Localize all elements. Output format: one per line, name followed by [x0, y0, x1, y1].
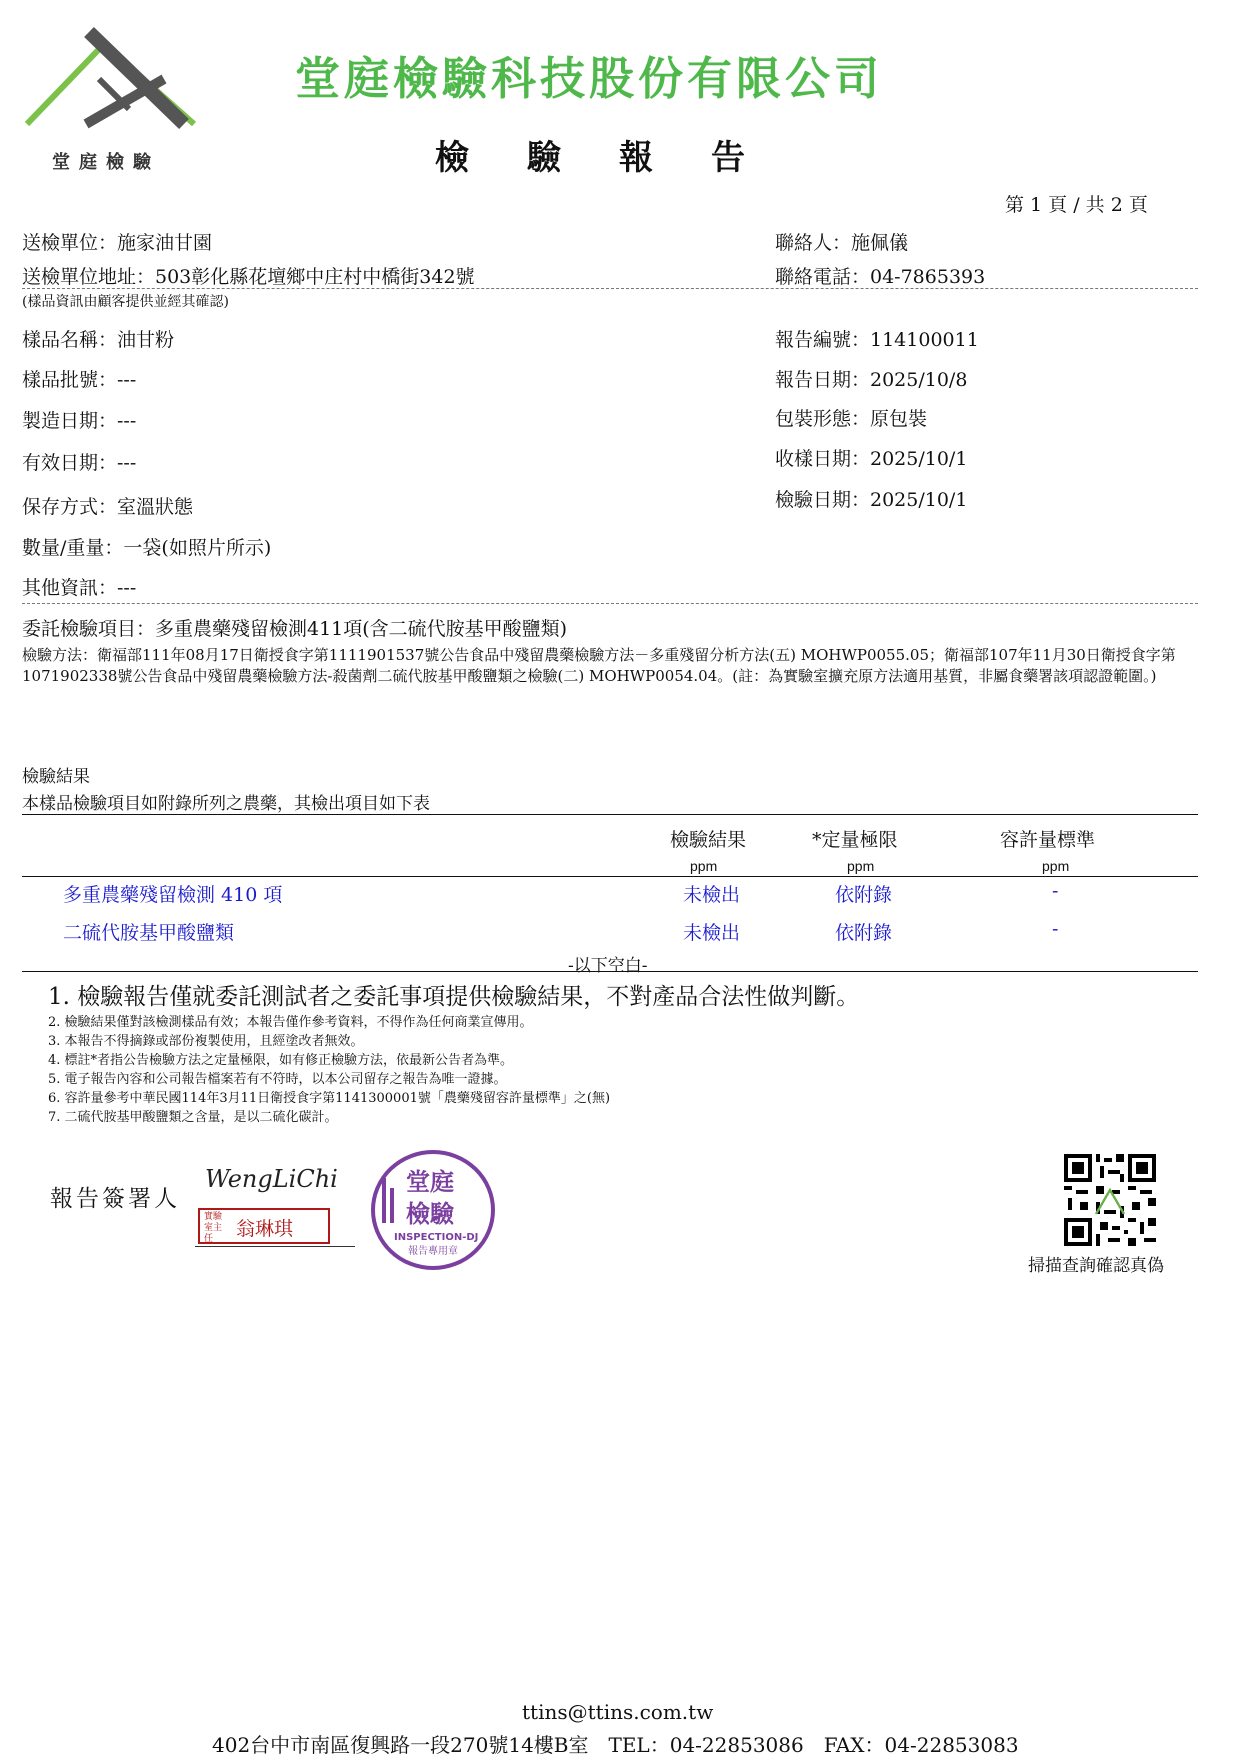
handwritten-signature: WengLiChi — [205, 1165, 338, 1193]
note-2: 2. 檢驗結果僅對該檢測樣品有效；本報告僅作參考資料，不得作為任何商業宣傳用。 — [48, 1015, 533, 1030]
note-6: 6. 容許量參考中華民國114年3月11日衛授食字第1141300001號「農藥殘留容許量標準」之(無) — [48, 1091, 611, 1106]
col-header-result: 檢驗結果 — [670, 829, 747, 851]
unit-standard: ppm — [1042, 858, 1070, 874]
contact-person: 聯絡人：施佩儀 — [775, 232, 909, 254]
table-row-limit: 依附錄 — [835, 884, 893, 906]
footer-address: 402台中市南區復興路一段270號14樓B室 TEL：04-22853086 FAX：04-22853083 — [212, 1733, 1019, 1757]
divider — [22, 288, 1198, 289]
test-item: 委託檢驗項目：多重農藥殘留檢測411項(含二硫代胺基甲酸鹽類) — [22, 618, 568, 640]
results-heading: 檢驗結果 — [22, 767, 90, 787]
table-top-rule — [22, 814, 1198, 815]
sample-name: 樣品名稱：油甘粉 — [22, 329, 175, 351]
signature-line — [195, 1246, 355, 1247]
col-header-limit: *定量極限 — [812, 829, 898, 851]
other-info: 其他資訊：--- — [22, 577, 137, 599]
contact-phone: 聯絡電話：04-7865393 — [775, 266, 986, 288]
official-seal — [368, 1148, 498, 1273]
company-logo — [24, 24, 224, 134]
note-1: 1. 檢驗報告僅就委託測試者之委託事項提供檢驗結果，不對產品合法性做判斷。 — [48, 984, 860, 1010]
qr-caption: 掃描查詢確認真偽 — [1028, 1256, 1164, 1276]
table-row-name: 二硫代胺基甲酸鹽類 — [63, 922, 235, 944]
footer-email: ttins@ttins.com.tw — [522, 1700, 714, 1724]
manufacture-date: 製造日期：--- — [22, 410, 137, 432]
expiry-date: 有效日期：--- — [22, 452, 137, 474]
report-number: 報告編號：114100011 — [775, 329, 979, 351]
storage-method: 保存方式：室溫狀態 — [22, 496, 194, 518]
seal-text-2: 檢驗 — [406, 1200, 454, 1228]
unit-result: ppm — [690, 858, 718, 874]
signer-label: 報告簽署人 — [50, 1186, 180, 1212]
table-row-result: 未檢出 — [683, 884, 741, 906]
results-intro: 本樣品檢驗項目如附錄所列之農藥，其檢出項目如下表 — [22, 794, 430, 814]
note-7: 7. 二硫代胺基甲酸鹽類之含量，是以二硫化碳計。 — [48, 1110, 338, 1125]
end-marker: -以下空白- — [568, 956, 648, 976]
table-row-standard: - — [1052, 918, 1059, 940]
stamp-title: 實驗室主任 — [204, 1212, 223, 1244]
table-row-name: 多重農藥殘留檢測 410 項 — [63, 884, 283, 906]
table-row-limit: 依附錄 — [835, 922, 893, 944]
seal-text-3: INSPECTION-DJ — [394, 1232, 479, 1243]
table-bottom-rule — [22, 971, 1198, 972]
client-note: (樣品資訊由顧客提供並經其確認) — [22, 294, 229, 310]
sample-batch: 樣品批號：--- — [22, 369, 137, 391]
signer-stamp — [198, 1208, 330, 1244]
note-4: 4. 標註*者指公告檢驗方法之定量極限，如有修正檢驗方法，依最新公告者為準。 — [48, 1053, 514, 1068]
test-method: 檢驗方法：衛福部111年08月17日衛授食字第1111901537號公告食品中殘留農藥檢驗方法－多重殘留分析方法(五) MOHWP0055.05；衛福部107年11月30日衛授食字第1071902338號公告食品中殘留農藥檢驗方法-殺菌劑二硫代胺基甲酸鹽類之檢驗(二) MOHWP0054.04。(註：為實驗室擴充原方法適用基質，非屬食藥署該項認證範圍。) — [22, 646, 1176, 685]
company-name: 堂庭檢驗科技股份有限公司 — [295, 52, 884, 105]
seal-text-1: 堂庭 — [406, 1168, 454, 1196]
document-title: 檢驗報告 — [435, 138, 803, 178]
divider — [22, 603, 1198, 604]
test-date: 檢驗日期：2025/10/1 — [775, 489, 968, 511]
client-unit: 送檢單位：施家油甘園 — [22, 232, 213, 254]
received-date: 收樣日期：2025/10/1 — [775, 448, 968, 470]
qr-code-icon — [1064, 1154, 1156, 1246]
note-3: 3. 本報告不得摘錄或部份複製使用，且經塗改者無效。 — [48, 1034, 364, 1049]
quantity-weight: 數量/重量：一袋(如照片所示) — [22, 537, 272, 559]
seal-text-4: 報告專用章 — [408, 1246, 458, 1257]
package-type: 包裝形態：原包裝 — [775, 408, 928, 430]
col-header-standard: 容許量標準 — [1000, 829, 1096, 851]
client-address: 送檢單位地址：503彰化縣花壇鄉中庄村中橋街342號 — [22, 266, 475, 288]
report-date: 報告日期：2025/10/8 — [775, 369, 968, 391]
table-row-result: 未檢出 — [683, 922, 741, 944]
stamp-name: 翁琳琪 — [236, 1218, 294, 1240]
table-row-standard: - — [1052, 880, 1059, 902]
table-header-rule — [22, 876, 1198, 877]
page-number: 第 1 頁 / 共 2 頁 — [1005, 194, 1148, 216]
unit-limit: ppm — [847, 858, 875, 874]
note-5: 5. 電子報告內容和公司報告檔案若有不符時，以本公司留存之報告為唯一證據。 — [48, 1072, 507, 1087]
logo-text: 堂庭檢驗 — [52, 152, 160, 173]
